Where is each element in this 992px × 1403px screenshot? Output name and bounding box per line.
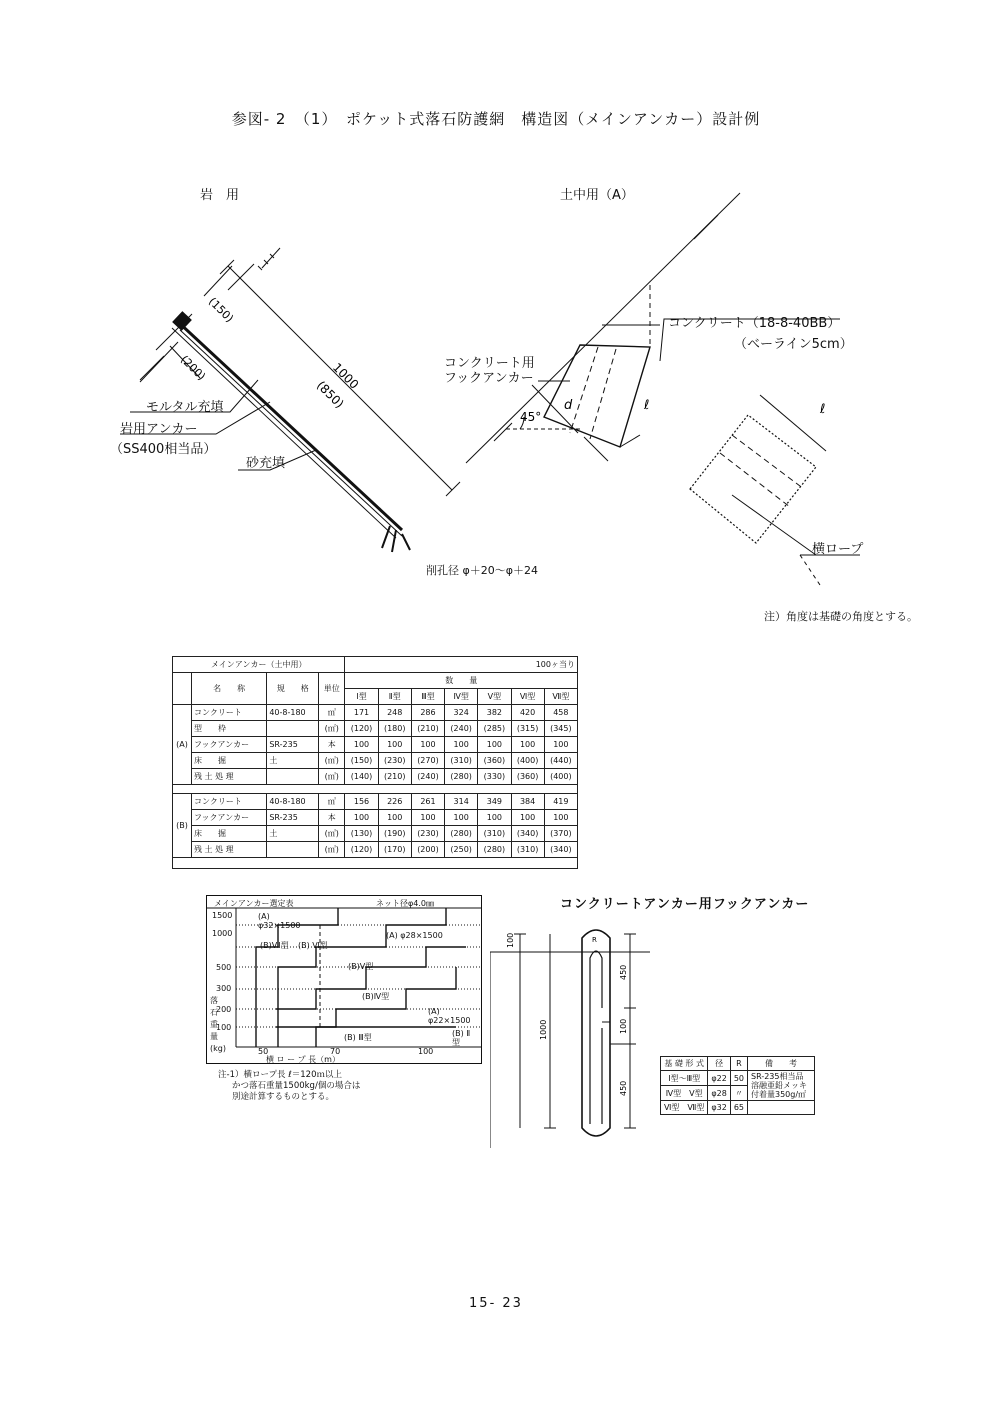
cell-spec: SR-235	[267, 810, 319, 826]
hook-anchor-diagram	[490, 918, 650, 1148]
page-number: 15- 23	[469, 1296, 523, 1311]
cell-value: (400)	[511, 753, 544, 769]
table-row	[173, 810, 578, 826]
label-sand: 砂充填	[246, 456, 286, 471]
cell-value: (315)	[511, 721, 544, 737]
hook-h-dia: 径	[708, 1057, 730, 1071]
qtable-title: メインアンカー（土中用）	[173, 657, 345, 673]
cell-name: 床 掘	[192, 826, 267, 842]
label-b5: (B)Ⅴ型	[348, 962, 374, 971]
cell-unit: 本	[319, 810, 345, 826]
cell-value: 100	[445, 810, 478, 826]
quantity-table-block	[172, 656, 578, 869]
cell-value: 100	[345, 737, 378, 753]
cell-value: 100	[478, 810, 511, 826]
cell-unit: ㎥	[319, 794, 345, 810]
cell-value: 324	[445, 705, 478, 721]
hook-table: 基 礎 形 式 径 R 備 考 Ⅰ型～Ⅲ型 φ22 50 SR-235相当品 溶融亜鉛メッキ 付着量350g/㎡ Ⅳ型 Ⅴ型 φ28 〃 Ⅵ型 Ⅶ型 φ32 65	[660, 1056, 815, 1115]
cell-spec: 40-8-180	[267, 705, 319, 721]
soil-anchor-diagram	[460, 185, 880, 595]
y-tick: 100	[216, 1023, 232, 1032]
table-row	[173, 705, 578, 721]
cell-value: 286	[411, 705, 444, 721]
cell-value: (340)	[544, 842, 577, 858]
cell-value: 349	[478, 794, 511, 810]
angle-45: 45°	[520, 410, 542, 424]
x-axis-label: 横 ロ ー プ 長（m）	[266, 1055, 340, 1064]
cell-value: 100	[378, 737, 411, 753]
selection-note: 注-1）横ロープ長 ℓ＝120ｍ以上 かつ落石重量1500kg/個の場合は 別途計算するものとする。	[218, 1070, 361, 1102]
cell-name: フックアンカー	[192, 737, 267, 753]
table-row	[173, 753, 578, 769]
hook-remark: SR-235相当品 溶融亜鉛メッキ 付着量350g/㎡	[748, 1071, 815, 1101]
cell-name: コンクリート	[192, 705, 267, 721]
label-b4: (B)Ⅳ型	[362, 992, 390, 1001]
qtable-type: Ⅱ型	[378, 689, 411, 705]
selection-title: メインアンカー選定表	[214, 899, 294, 908]
qtable-h-unit: 単位	[319, 673, 345, 705]
cell-value: (270)	[411, 753, 444, 769]
cell-value: 226	[378, 794, 411, 810]
cell-value: 261	[411, 794, 444, 810]
cell-value: (370)	[544, 826, 577, 842]
cell-value: 100	[378, 810, 411, 826]
cell-unit: 本	[319, 737, 345, 753]
y-tick: 1000	[212, 929, 233, 938]
cell-value: 100	[478, 737, 511, 753]
cell-value: 100	[544, 737, 577, 753]
label-a28: (A) φ28×1500	[386, 931, 443, 940]
quantity-table	[172, 656, 578, 869]
cell-value: 248	[378, 705, 411, 721]
qtable-h-spec: 規 格	[267, 673, 319, 705]
label-a32: (A) φ32×1500	[258, 912, 301, 930]
cell-value: (120)	[345, 842, 378, 858]
label-rock-anchor: 岩用アンカー	[120, 422, 198, 437]
label-b3: (B) Ⅲ型	[344, 1033, 372, 1042]
cell-spec	[267, 721, 319, 737]
hook-table-block	[660, 1056, 815, 1115]
table-row	[173, 794, 578, 810]
cell-value: (190)	[378, 826, 411, 842]
cell-value: (400)	[544, 769, 577, 785]
dim-d: d	[564, 398, 573, 413]
cell-value: (150)	[345, 753, 378, 769]
table-row	[173, 769, 578, 785]
x-tick: 100	[418, 1047, 434, 1056]
cell-unit: ㎥	[319, 705, 345, 721]
cell-value: 156	[345, 794, 378, 810]
cell-value: 458	[544, 705, 577, 721]
label-hook-1: コンクリート用	[444, 356, 535, 371]
cell-value: (230)	[411, 826, 444, 842]
cell-value: 100	[445, 737, 478, 753]
cell-value: (345)	[544, 721, 577, 737]
label-b7: (B)Ⅶ型	[260, 941, 289, 950]
cell-value: (240)	[411, 769, 444, 785]
cell-unit: (㎥)	[319, 769, 345, 785]
cell-spec: 土	[267, 826, 319, 842]
cell-value: (200)	[411, 842, 444, 858]
cell-value: (285)	[478, 721, 511, 737]
note-angle: 注）角度は基礎の角度とする。	[764, 610, 918, 623]
cell-value: 100	[345, 810, 378, 826]
x-tick: 70	[330, 1047, 341, 1056]
cell-value: (360)	[511, 769, 544, 785]
cell-value: (280)	[445, 826, 478, 842]
cell-name: 残 土 処 理	[192, 769, 267, 785]
cell-unit: (㎥)	[319, 842, 345, 858]
cell-value: (280)	[478, 842, 511, 858]
cell-value: 100	[511, 810, 544, 826]
cell-value: (360)	[478, 753, 511, 769]
cell-value: (140)	[345, 769, 378, 785]
qtable-type: Ⅲ型	[411, 689, 444, 705]
hook-h-type: 基 礎 形 式	[661, 1057, 708, 1071]
qtable-type: Ⅰ型	[345, 689, 378, 705]
label-rock-anchor-spec: （SS400相当品）	[110, 442, 217, 457]
cell-value: (440)	[544, 753, 577, 769]
dim-l-top: ℓ	[820, 402, 826, 417]
cell-value: 100	[411, 737, 444, 753]
cell-value: (330)	[478, 769, 511, 785]
page-title: 参図- 2 （1） ポケット式落石防護網 構造図（メインアンカー）設計例	[231, 110, 761, 128]
cell-value: (120)	[345, 721, 378, 737]
soil-heading: 土中用（A）	[560, 188, 634, 203]
qtable-type: Ⅶ型	[544, 689, 577, 705]
hook-h-remark: 備 考	[748, 1057, 815, 1071]
cell-value: 384	[511, 794, 544, 810]
label-concrete-sub: （ベーライン5cm）	[734, 337, 853, 352]
cell-value: (170)	[378, 842, 411, 858]
label-a22: (A) φ22×1500	[428, 1007, 471, 1025]
label-concrete: コンクリート（18-8-40BB）	[668, 316, 841, 331]
label-mortar: モルタル充填	[146, 400, 224, 415]
cell-value: (210)	[411, 721, 444, 737]
cell-value: 171	[345, 705, 378, 721]
cell-value: (340)	[511, 826, 544, 842]
cell-value: 420	[511, 705, 544, 721]
y-tick: 500	[216, 963, 232, 972]
y-axis-label: 落 石 重 量 (kg)	[210, 996, 226, 1053]
group-label: (B)	[173, 794, 192, 858]
label-rope: 横ロープ	[812, 542, 864, 557]
cell-unit: (㎥)	[319, 753, 345, 769]
label-b6: (B) Ⅵ型	[298, 941, 328, 950]
dim-100b: 100	[619, 1018, 628, 1034]
cell-value: (240)	[445, 721, 478, 737]
label-b2: (B) Ⅱ型	[452, 1029, 471, 1047]
cell-spec: 土	[267, 753, 319, 769]
selection-net: ネット径φ4.0㎜	[376, 899, 434, 908]
table-row	[173, 826, 578, 842]
y-tick: 200	[216, 1005, 232, 1014]
cell-value: (180)	[378, 721, 411, 737]
dim-850: (850)	[313, 378, 347, 411]
cell-value: 100	[544, 810, 577, 826]
dim-1000: 1000	[329, 360, 362, 392]
x-tick: 50	[258, 1047, 269, 1056]
cell-value: (230)	[378, 753, 411, 769]
label-hook-2: フックアンカー	[444, 371, 534, 386]
dim-450b: 450	[619, 1080, 628, 1096]
cell-spec	[267, 769, 319, 785]
cell-value: (210)	[378, 769, 411, 785]
table-row	[173, 737, 578, 753]
cell-value: (130)	[345, 826, 378, 842]
cell-value: 100	[511, 737, 544, 753]
cell-value: 314	[445, 794, 478, 810]
dim-450a: 450	[619, 964, 628, 980]
group-label: (A)	[173, 705, 192, 785]
qtable-type: Ⅴ型	[478, 689, 511, 705]
y-tick: 300	[216, 984, 232, 993]
cell-spec: 40-8-180	[267, 794, 319, 810]
qtable-type: Ⅵ型	[511, 689, 544, 705]
label-r: R	[592, 936, 597, 944]
cell-name: コンクリート	[192, 794, 267, 810]
hook-h-r: R	[730, 1057, 747, 1071]
cell-value: (310)	[478, 826, 511, 842]
dim-l: ℓ	[644, 398, 650, 413]
cell-spec	[267, 842, 319, 858]
table-row	[173, 721, 578, 737]
cell-name: 型 枠	[192, 721, 267, 737]
dim-1000: 1000	[539, 1019, 548, 1040]
rock-heading: 岩 用	[200, 188, 240, 203]
cell-spec: SR-235	[267, 737, 319, 753]
cell-unit: (㎥)	[319, 826, 345, 842]
cell-name: フックアンカー	[192, 810, 267, 826]
cell-value: 382	[478, 705, 511, 721]
cell-value: (310)	[511, 842, 544, 858]
dim-200: (200)	[177, 352, 208, 384]
hook-title: コンクリートアンカー用フックアンカー	[560, 897, 810, 912]
dim-150: (150)	[205, 294, 236, 326]
qtable-h-name: 名 称	[192, 673, 267, 705]
y-tick: 1500	[212, 911, 233, 920]
cell-unit: (㎡)	[319, 721, 345, 737]
cell-value: (280)	[445, 769, 478, 785]
cell-name: 残 土 処 理	[192, 842, 267, 858]
qtable-h-qty: 数 量	[345, 673, 578, 689]
qtable-type: Ⅳ型	[445, 689, 478, 705]
table-row	[173, 842, 578, 858]
cell-name: 床 掘	[192, 753, 267, 769]
label-bore: 削孔径 φ＋20～φ＋24	[426, 564, 539, 577]
selection-chart	[206, 895, 482, 1065]
cell-value: (250)	[445, 842, 478, 858]
cell-value: 100	[411, 810, 444, 826]
qtable-unit-note: 100ヶ当り	[345, 657, 578, 673]
cell-value: (310)	[445, 753, 478, 769]
cell-value: 419	[544, 794, 577, 810]
dim-100a: 100	[506, 932, 515, 948]
